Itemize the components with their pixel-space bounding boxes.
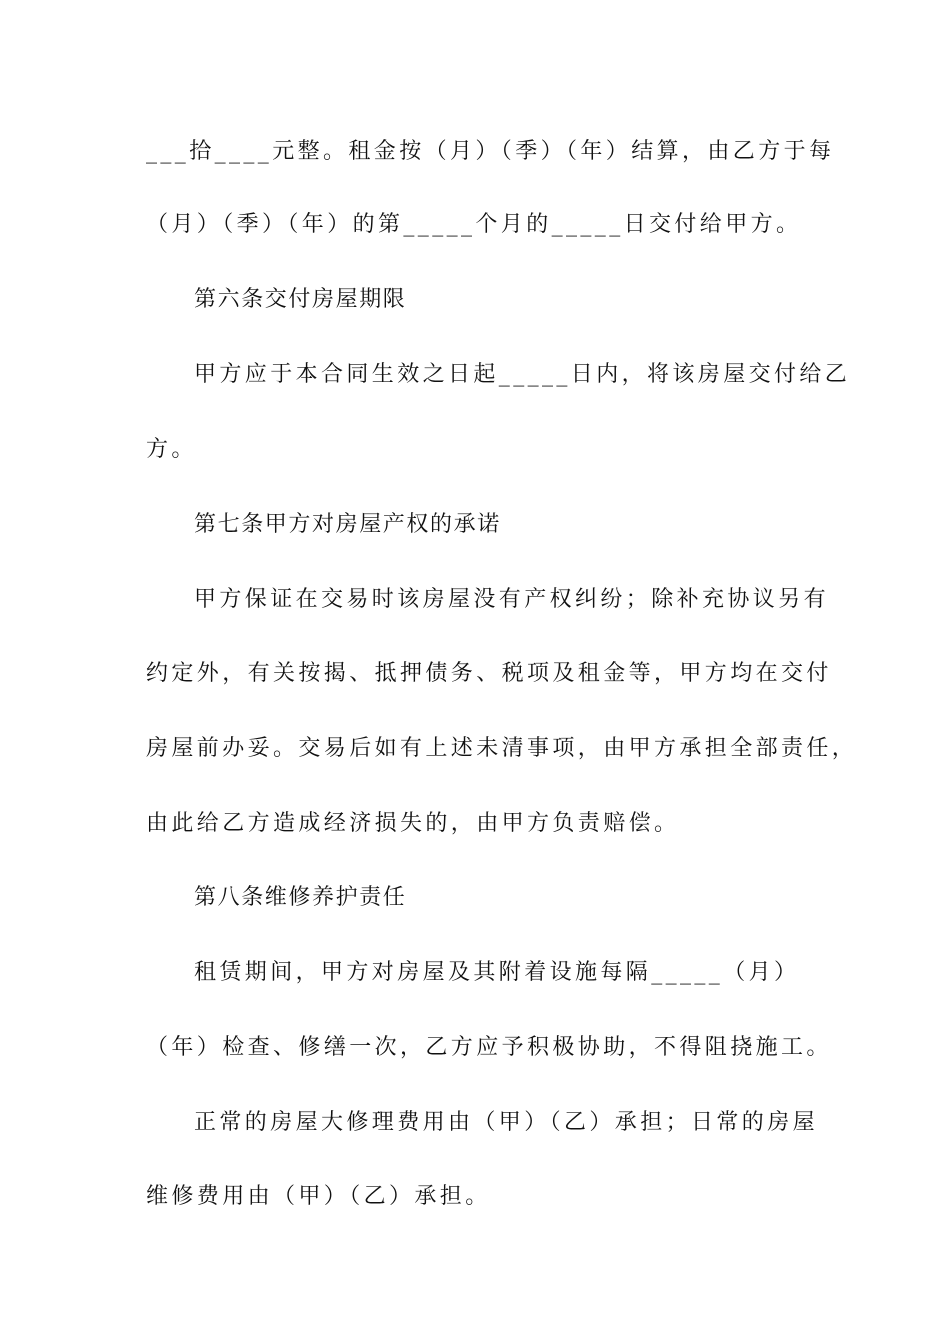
text-line: （月）（季）（年）的第_____个月的_____日交付给甲方。 bbox=[146, 212, 802, 237]
text-line: （年）检查、修缮一次，乙方应予积极协助，不得阻挠施工。 bbox=[146, 1035, 832, 1060]
text-line: 正常的房屋大修理费用由（甲）（乙）承担；日常的房屋 bbox=[194, 1110, 819, 1135]
text-line: 方。 bbox=[146, 437, 197, 462]
section-heading: 第八条维修养护责任 bbox=[194, 885, 407, 910]
section-heading: 第七条甲方对房屋产权的承诺 bbox=[194, 512, 501, 537]
text-line: 约定外，有关按揭、抵押债务、税项及租金等，甲方均在交付 bbox=[146, 661, 832, 686]
text-line: 维修费用由（甲）（乙）承担。 bbox=[146, 1184, 491, 1209]
section-heading: 第六条交付房屋期限 bbox=[194, 287, 407, 312]
text-line: 租赁期间，甲方对房屋及其附着设施每隔_____（月） bbox=[194, 960, 800, 985]
text-line: 由此给乙方造成经济损失的，由甲方负责赔偿。 bbox=[146, 811, 680, 836]
text-line: 甲方应于本合同生效之日起_____日内，将该房屋交付给乙 bbox=[194, 362, 851, 387]
text-line: 房屋前办妥。交易后如有上述未清事项，由甲方承担全部责任， bbox=[146, 736, 858, 761]
text-line: 甲方保证在交易时该房屋没有产权纠纷；除补充协议另有 bbox=[194, 587, 830, 612]
text-line: ___拾____元整。租金按（月）（季）（年）结算，由乙方于每 bbox=[146, 139, 835, 164]
